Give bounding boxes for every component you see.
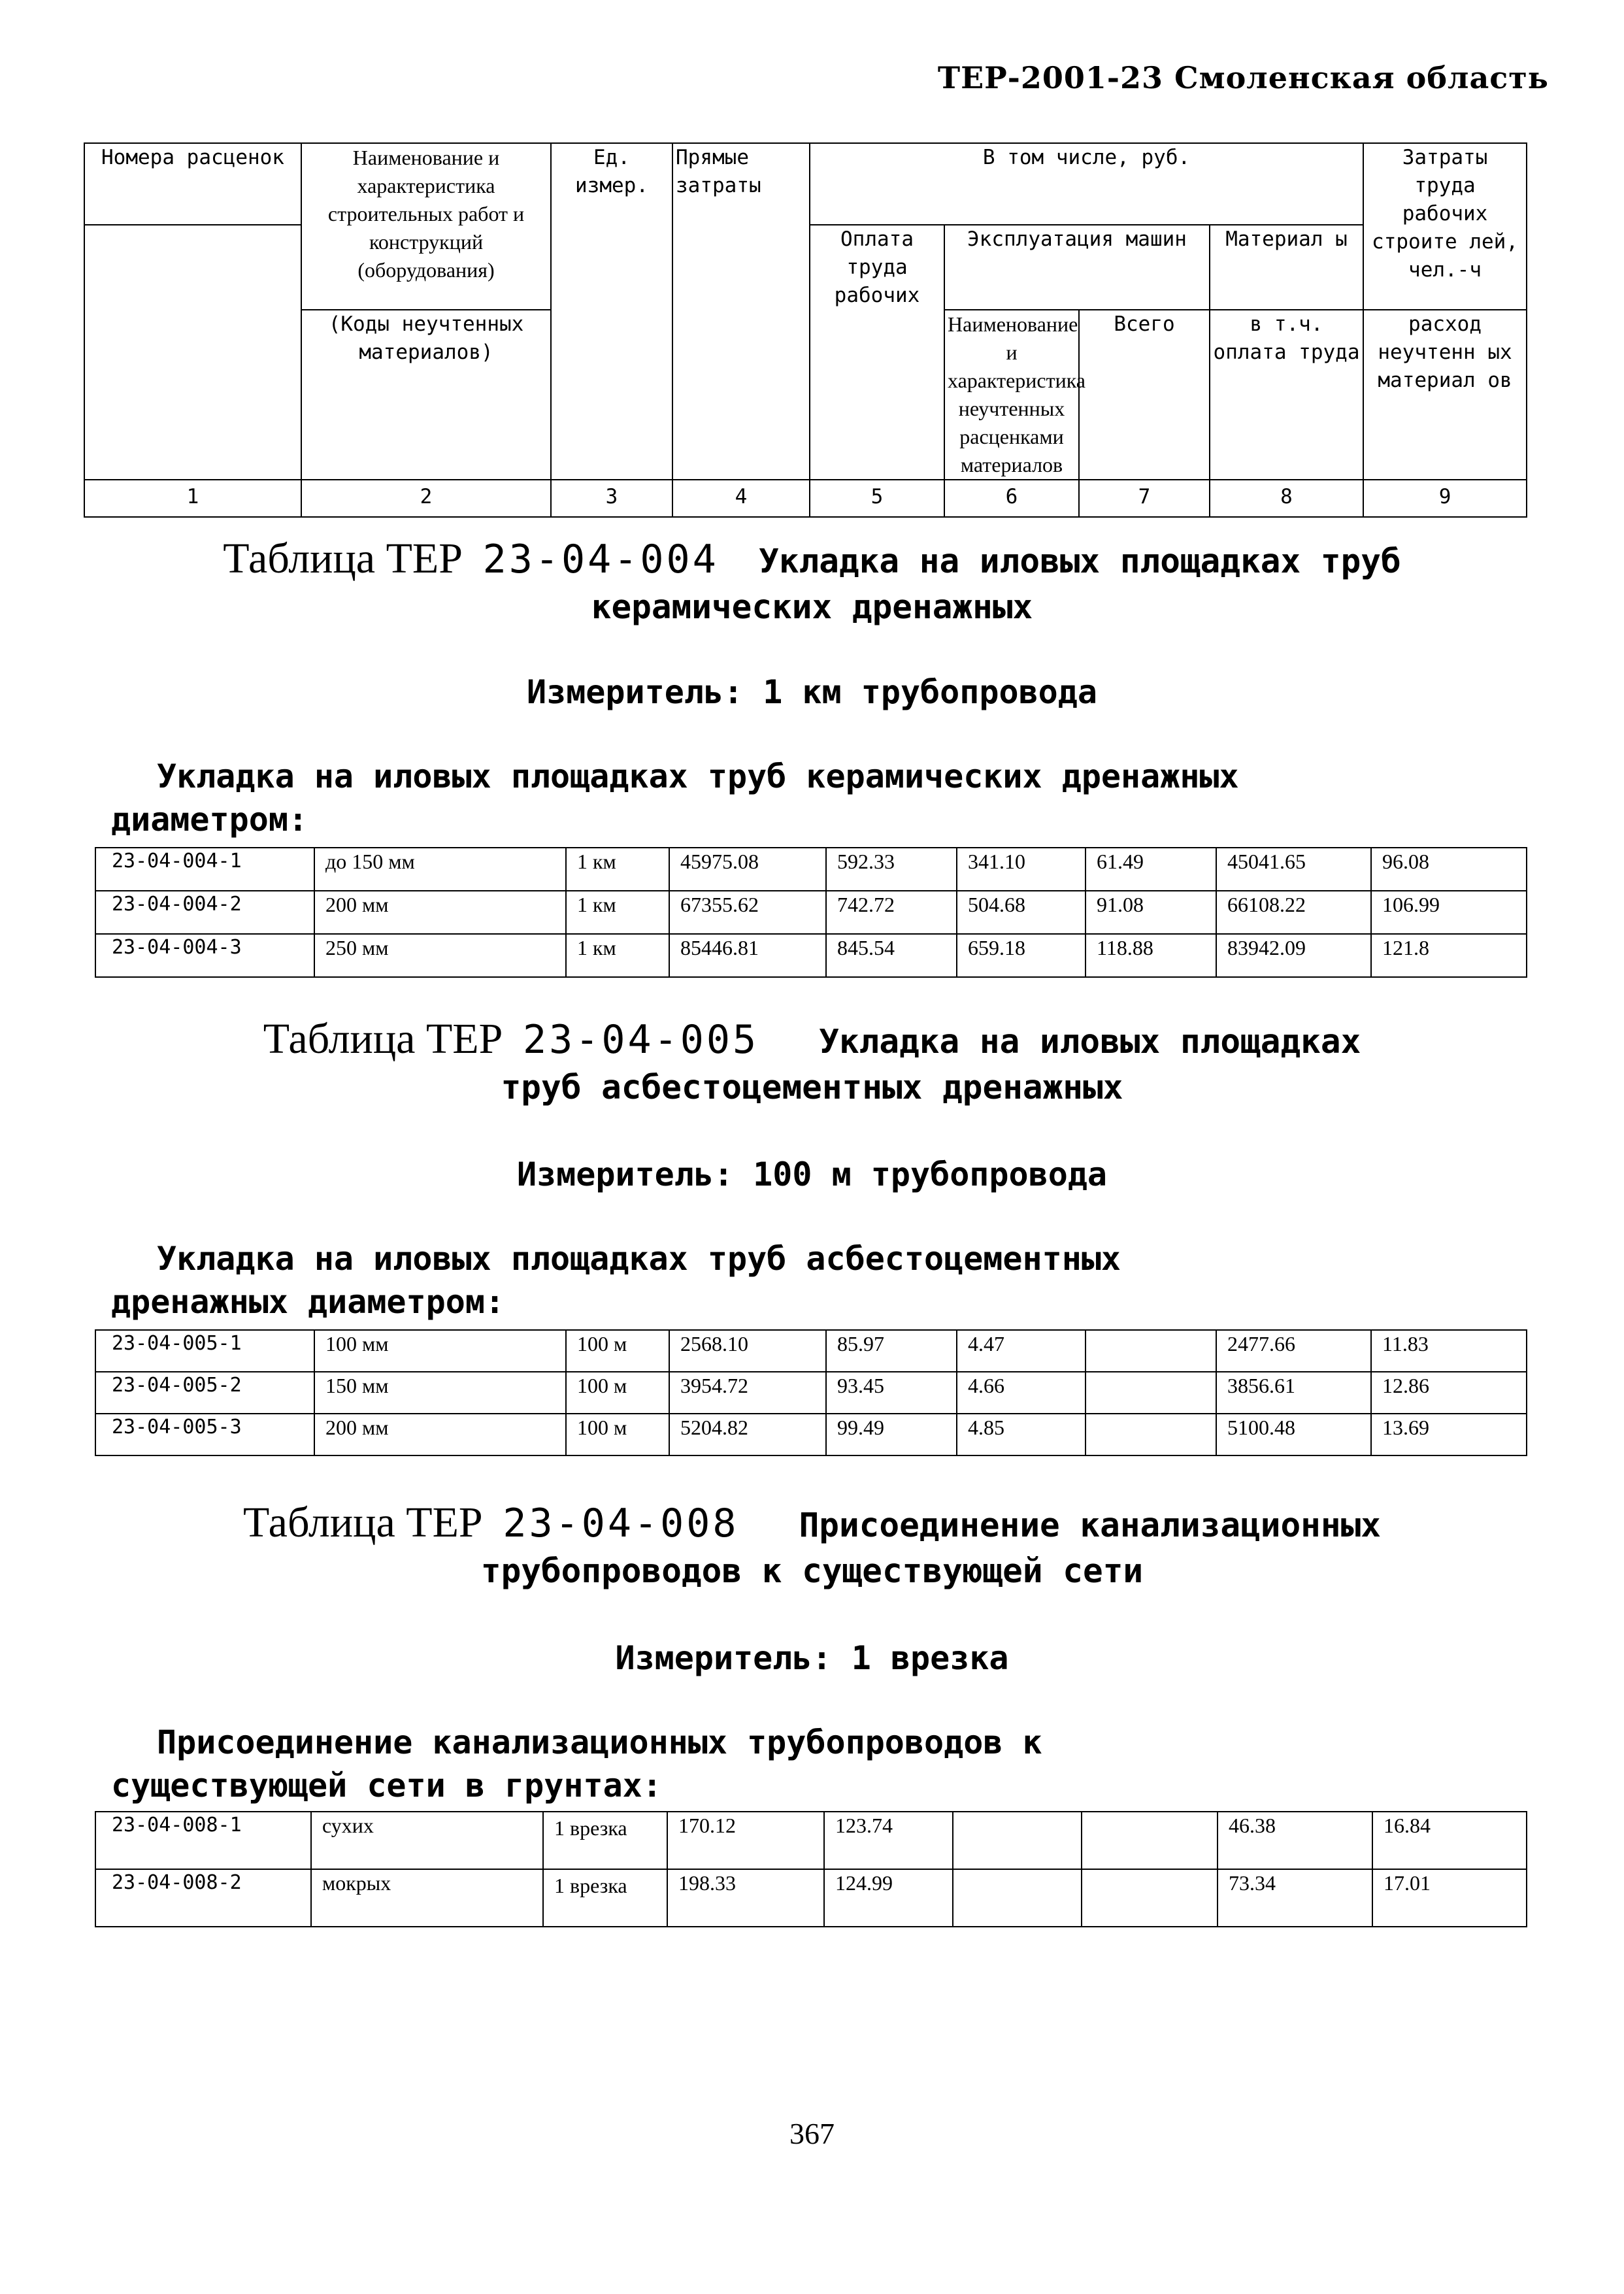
table-meter: Измеритель: 1 км трубопровода <box>527 673 1097 711</box>
group-heading-line2: существующей сети в грунтах: <box>111 1767 662 1804</box>
col-header-material-codes: (Коды неучтенных материалов) <box>301 310 551 480</box>
rate-labor-hours: 16.84 <box>1372 1812 1527 1869</box>
table-title-line1: Присоединение канализационных <box>799 1506 1381 1545</box>
page-number: 367 <box>789 2117 835 2150</box>
col-header-rate-numbers: Номера расценок <box>84 143 301 225</box>
rate-machines-pay <box>1082 1869 1218 1927</box>
col-header-machines-pay: в т.ч. оплата труда <box>1210 310 1363 480</box>
rate-code: 23-04-004-2 <box>95 891 314 934</box>
group-heading <box>111 755 1536 841</box>
table-row <box>95 1869 1527 1927</box>
table-code: 23-04-004 <box>482 537 719 582</box>
rate-labor-hours: 17.01 <box>1372 1869 1527 1927</box>
rate-code: 23-04-005-2 <box>95 1372 314 1414</box>
rate-worker-pay: 592.33 <box>826 848 957 891</box>
rate-unit: 1 км <box>566 934 669 977</box>
table-title <box>0 1500 1624 1595</box>
group-heading-line1: Присоединение канализационных трубопроводов к <box>157 1723 1042 1761</box>
rate-materials: 46.38 <box>1218 1812 1372 1869</box>
col-header-material-usage: расход неучтенн ых материал ов <box>1363 310 1527 480</box>
rate-unit: 100 м <box>566 1414 669 1455</box>
rates-table <box>95 847 1527 978</box>
rate-code: 23-04-008-2 <box>95 1869 311 1927</box>
rate-name: до 150 мм <box>314 848 566 891</box>
rate-direct-costs: 170.12 <box>667 1812 824 1869</box>
rate-direct-costs: 85446.81 <box>669 934 826 977</box>
rate-worker-pay: 85.97 <box>826 1330 957 1372</box>
col-header-machines-group: Эксплуатация машин <box>944 225 1210 310</box>
rate-materials: 66108.22 <box>1216 891 1371 934</box>
table-row <box>95 1414 1527 1455</box>
group-heading-line2: дренажных диаметром: <box>111 1283 505 1321</box>
rate-code: 23-04-004-3 <box>95 934 314 977</box>
rate-materials: 2477.66 <box>1216 1330 1371 1372</box>
rate-materials: 83942.09 <box>1216 934 1371 977</box>
col-number: 1 <box>84 480 301 517</box>
table-code: 23-04-008 <box>503 1501 739 1546</box>
rate-machines-total <box>953 1812 1082 1869</box>
table-title-lead: Таблица ТЕР <box>263 1015 503 1063</box>
rate-direct-costs: 2568.10 <box>669 1330 826 1372</box>
rate-code: 23-04-004-1 <box>95 848 314 891</box>
rate-machines-pay <box>1082 1812 1218 1869</box>
rate-direct-costs: 45975.08 <box>669 848 826 891</box>
rate-machines-total: 4.47 <box>957 1330 1085 1372</box>
rate-direct-costs: 67355.62 <box>669 891 826 934</box>
col-header-machines-total: Всего <box>1079 310 1210 480</box>
rate-worker-pay: 99.49 <box>826 1414 957 1455</box>
rate-unit: 1 врезка <box>543 1869 667 1927</box>
group-heading-line2: диаметром: <box>111 801 308 839</box>
group-heading <box>111 1237 1536 1323</box>
col-number: 8 <box>1210 480 1363 517</box>
table-title-lead: Таблица ТЕР <box>243 1499 483 1546</box>
rate-worker-pay: 742.72 <box>826 891 957 934</box>
rate-labor-hours: 96.08 <box>1371 848 1527 891</box>
table-title-line2: труб асбестоцементных дренажных <box>501 1069 1123 1107</box>
col-header-materials: Материал ы <box>1210 225 1363 310</box>
rate-unit: 1 врезка <box>543 1812 667 1869</box>
rate-name: сухих <box>311 1812 543 1869</box>
table-title-line2: трубопроводов к существующей сети <box>480 1552 1144 1591</box>
group-heading-line1: Укладка на иловых площадках труб асбестоцементных <box>157 1240 1121 1278</box>
rate-machines-total: 659.18 <box>957 934 1085 977</box>
column-header-table <box>84 142 1527 518</box>
rate-materials: 45041.65 <box>1216 848 1371 891</box>
rate-materials: 5100.48 <box>1216 1414 1371 1455</box>
table-meter: Измеритель: 1 врезка <box>615 1639 1009 1677</box>
rate-machines-pay <box>1085 1414 1216 1455</box>
rate-code: 23-04-005-3 <box>95 1414 314 1455</box>
col-number: 3 <box>551 480 672 517</box>
table-row <box>95 848 1527 891</box>
col-header-labor-hours: Затраты труда рабочих строите лей, чел.-ч <box>1363 143 1527 310</box>
table-meter: Измеритель: 100 м трубопровода <box>516 1155 1108 1193</box>
col-number: 4 <box>672 480 810 517</box>
col-number: 9 <box>1363 480 1527 517</box>
rate-code: 23-04-005-1 <box>95 1330 314 1372</box>
table-code: 23-04-005 <box>523 1017 759 1063</box>
table-title-lead: Таблица ТЕР <box>223 535 463 582</box>
group-heading <box>111 1721 1536 1807</box>
col-header-worker-pay: Оплата труда рабочих <box>810 225 944 480</box>
rate-machines-total: 341.10 <box>957 848 1085 891</box>
rate-materials: 73.34 <box>1218 1869 1372 1927</box>
rate-labor-hours: 12.86 <box>1371 1372 1527 1414</box>
table-title-line1: Укладка на иловых площадках труб <box>759 542 1401 581</box>
rate-worker-pay: 93.45 <box>826 1372 957 1414</box>
table-row <box>95 1812 1527 1869</box>
document-header-title: ТЕР-2001-23 Смоленская область <box>937 60 1549 95</box>
rate-labor-hours: 106.99 <box>1371 891 1527 934</box>
col-header-material-names: Наименование и характеристика неучтенных расценками материалов <box>944 310 1079 480</box>
rate-code: 23-04-008-1 <box>95 1812 311 1869</box>
rate-unit: 1 км <box>566 891 669 934</box>
col-header-direct-costs: Прямые затраты <box>672 143 810 480</box>
rate-worker-pay: 845.54 <box>826 934 957 977</box>
rate-machines-pay: 61.49 <box>1085 848 1216 891</box>
col-number: 6 <box>944 480 1079 517</box>
table-title <box>0 536 1624 631</box>
col-header-empty-cell <box>84 225 301 480</box>
table-row <box>95 1330 1527 1372</box>
rate-unit: 100 м <box>566 1330 669 1372</box>
rate-worker-pay: 123.74 <box>824 1812 953 1869</box>
rate-labor-hours: 13.69 <box>1371 1414 1527 1455</box>
rate-name: 250 мм <box>314 934 566 977</box>
table-row <box>95 934 1527 977</box>
col-number: 5 <box>810 480 944 517</box>
col-header-unit: Ед. измер. <box>551 143 672 480</box>
rate-name: 150 мм <box>314 1372 566 1414</box>
col-number: 2 <box>301 480 551 517</box>
rate-machines-total: 504.68 <box>957 891 1085 934</box>
rate-labor-hours: 121.8 <box>1371 934 1527 977</box>
rate-machines-pay <box>1085 1372 1216 1414</box>
table-row <box>95 1372 1527 1414</box>
rate-machines-pay: 91.08 <box>1085 891 1216 934</box>
group-heading-line1: Укладка на иловых площадках труб керамических дренажных <box>157 757 1239 795</box>
rate-machines-pay <box>1085 1330 1216 1372</box>
rate-name: мокрых <box>311 1869 543 1927</box>
rate-name: 200 мм <box>314 891 566 934</box>
rate-name: 200 мм <box>314 1414 566 1455</box>
table-title-line2: керамических дренажных <box>591 588 1033 627</box>
table-title-line1: Укладка на иловых площадках <box>819 1023 1361 1061</box>
rate-machines-pay: 118.88 <box>1085 934 1216 977</box>
rate-direct-costs: 5204.82 <box>669 1414 826 1455</box>
rate-machines-total: 4.85 <box>957 1414 1085 1455</box>
rate-machines-total: 4.66 <box>957 1372 1085 1414</box>
rates-table <box>95 1329 1527 1456</box>
rate-worker-pay: 124.99 <box>824 1869 953 1927</box>
rate-machines-total <box>953 1869 1082 1927</box>
rate-name: 100 мм <box>314 1330 566 1372</box>
rate-direct-costs: 3954.72 <box>669 1372 826 1414</box>
col-header-including-group: В том числе, руб. <box>810 143 1363 225</box>
table-row <box>95 891 1527 934</box>
rate-unit: 1 км <box>566 848 669 891</box>
table-title <box>0 1016 1624 1111</box>
rate-materials: 3856.61 <box>1216 1372 1371 1414</box>
col-header-work-name: Наименование и характеристика строительных работ и конструкций (оборудования) <box>301 143 551 310</box>
rate-direct-costs: 198.33 <box>667 1869 824 1927</box>
rate-labor-hours: 11.83 <box>1371 1330 1527 1372</box>
col-number: 7 <box>1079 480 1210 517</box>
rate-unit: 100 м <box>566 1372 669 1414</box>
rates-table <box>95 1811 1527 1927</box>
